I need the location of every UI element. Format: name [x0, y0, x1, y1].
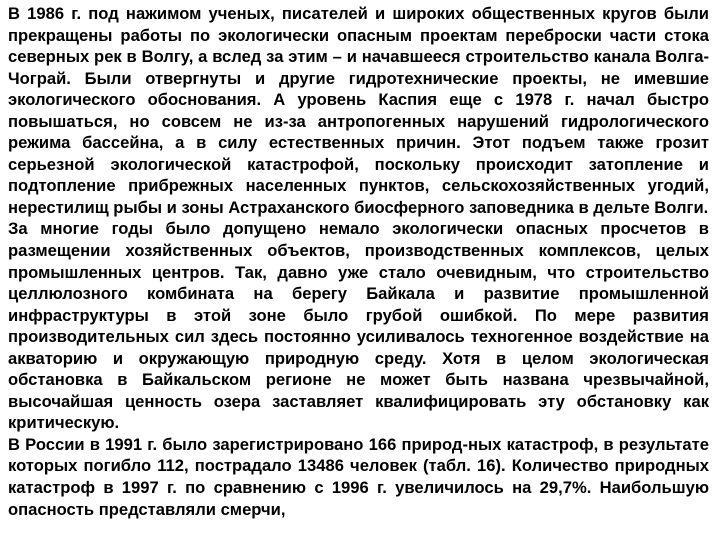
paragraph-natural-disasters: В России в 1991 г. было зарегистрировано 166 природ-ных катастроф, в результате которых погибло 112, пострадало 13486 человек (табл. 16). Количество природных катастроф в 1997 г. по сравнению с 1996 г. увеличилось на 29,7%. Наибольшую опасность представляли смерчи, [8, 434, 709, 519]
document-text [8, 3, 709, 520]
paragraph-baikal: За многие годы было допущено немало экологически опасных просчетов в размещении хозяйственных объектов, производственных комплексов, целых промышленных центров. Так, давно уже стало очевидным, что строительство целлюлозного комбината на берегу Байкала и развитие промышленной инфраструктуры в этой зоне было грубой ошибкой. По мере развития производительных сил здесь постоянно усиливалось техногенное воздействие на акваторию и окружающую природную среду. Хотя в целом экологическая обстановка в Байкальском регионе не может быть названа чрезвычайной, высочайшая ценность озера заставляет квалифицировать эту обстановку как критическую. [8, 219, 709, 433]
paragraph-volga-caspian: В 1986 г. под нажимом ученых, писателей и широких общественных кругов были прекращены работы по экологически опасным проектам переброски части стока северных рек в Волгу, а вслед за этим – и начавшееся строительство канала Волга-Чограй. Были отвергнуты и другие гидротехнические проекты, не имевшие экологического обоснования. А уровень Каспия еще с 1978 г. начал быстро повышаться, но совсем не из-за антропогенных нарушений гидрологического режима бассейна, а в силу естественных причин. Этот подъем также грозит серьезной экологической катастрофой, поскольку происходит затопление и подтопление прибрежных населенных пунктов, сельскохозяйственных угодий, нерестилищ рыбы и зоны Астраханского биосферного заповедника в дельте Волги. [8, 4, 709, 217]
